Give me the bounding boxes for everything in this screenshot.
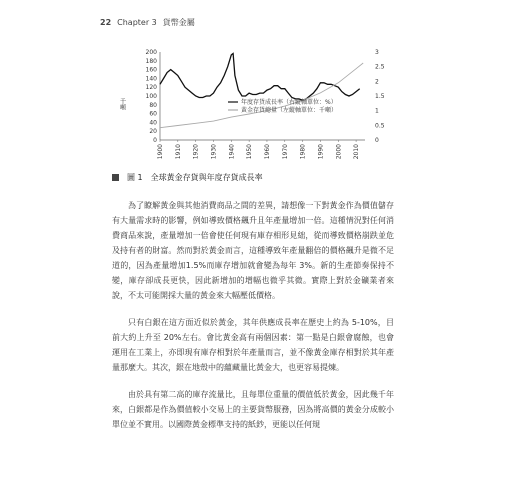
figure-caption (112, 172, 263, 183)
figure-label: 圖 1 (127, 173, 143, 182)
chart-series (160, 54, 363, 128)
paragraph: 由於具有第二高的庫存流量比，且每單位重量的價值低於黃金，因此幾千年來，白銀都是作為價值較小交易上的主要貨幣服務，因為將高價的黃金分成較小單位並不實用。以國際黃金標準支持的紙鈔，更能以任何規 (112, 390, 394, 429)
right-tick-label: 0.5 (375, 122, 385, 130)
figure-caption-text: 全球黃金存貨與年度存貨成長率 (150, 173, 263, 182)
chapter-label: Chapter 3 (117, 18, 157, 27)
x-tick-label: 1940 (228, 144, 236, 160)
left-tick-label: 200 (145, 49, 157, 56)
right-tick-label: 3 (375, 49, 379, 56)
page-number: 22 (100, 18, 112, 27)
x-tick-label: 1970 (281, 144, 289, 160)
x-tick-label: 1930 (210, 144, 218, 160)
x-tick-label: 1950 (246, 144, 254, 160)
left-tick-label: 20 (149, 128, 157, 136)
right-tick-label: 2 (375, 78, 379, 86)
right-tick-label: 0 (375, 137, 379, 144)
x-axis-ticks (157, 140, 360, 159)
x-tick-label: 1900 (157, 144, 164, 160)
left-tick-label: 120 (145, 84, 157, 92)
left-tick-label: 40 (149, 119, 157, 127)
x-tick-label: 1980 (299, 144, 307, 160)
body-text (112, 198, 394, 444)
x-tick-label: 2010 (353, 144, 361, 160)
chart-frame (160, 52, 365, 140)
left-tick-label: 0 (153, 137, 157, 144)
x-tick-label: 1960 (263, 144, 271, 160)
legend-label: 年度存貨成長率（右縱軸單位：%） (241, 99, 337, 106)
left-tick-label: 60 (149, 110, 157, 118)
right-tick-label: 2.5 (375, 63, 385, 71)
left-tick-label: 140 (145, 75, 157, 83)
paragraph: 為了瞭解黃金與其他消費商品之間的差異，請想像一下對黃金作為價值儲存有大量需求時的影響，例如導致價格飆升且年產量增加一倍。這種情況對任何消費商品來說，產量增加一倍會使任何現有庫存相形見絀，從而導致價格崩跌並危及持有者的財富。然而對於黃金而言，這種導致年產量翻倍的價格飆升是微不足道的，因為產量增加1.5%而庫存增加就會變為每年 3%。新的生產節奏保持不變，庫存卻成長更快，因此新增加的增幅也微乎其微。實際上對於金礦業者來說，不太可能開採大量的黃金來大幅壓低價格。 (112, 201, 394, 300)
legend-label: 黃金存貨總量（左縱軸單位：千噸） (241, 107, 338, 114)
x-tick-label: 2000 (335, 144, 343, 160)
running-header (100, 17, 195, 28)
chapter-title: 貨幣金屬 (162, 18, 195, 27)
gold-stock-chart (100, 40, 400, 170)
left-axis-ticks (146, 49, 158, 144)
left-axis-label: 千噸 (118, 98, 126, 110)
chart-legend (228, 98, 337, 114)
x-tick-label: 1920 (192, 144, 200, 160)
left-tick-label: 160 (145, 66, 157, 74)
left-tick-label: 100 (145, 93, 157, 100)
x-tick-label: 1910 (174, 144, 182, 160)
series-line (160, 63, 363, 128)
left-tick-label: 180 (145, 57, 157, 65)
right-tick-label: 1.5 (375, 93, 385, 100)
figure-square-icon (112, 174, 119, 181)
right-axis-ticks (375, 49, 385, 144)
paragraph: 只有白銀在這方面近似於黃金，其年供應成長率在歷史上約為 5-10%，目前大約上升至 20%左右。會比黃金高有兩個因素：第一點是白銀會腐蝕，也會運用在工業上，亦即現有庫存相對於年產量而言，並不像黃金庫存相對於其年產量那麼大。其次，銀在地殼中的蘊藏量比黃金大，也更容易提煉。 (112, 318, 394, 372)
series-line (160, 54, 360, 101)
right-tick-label: 1 (375, 107, 379, 115)
x-tick-label: 1990 (317, 144, 325, 160)
left-tick-label: 80 (149, 101, 157, 109)
